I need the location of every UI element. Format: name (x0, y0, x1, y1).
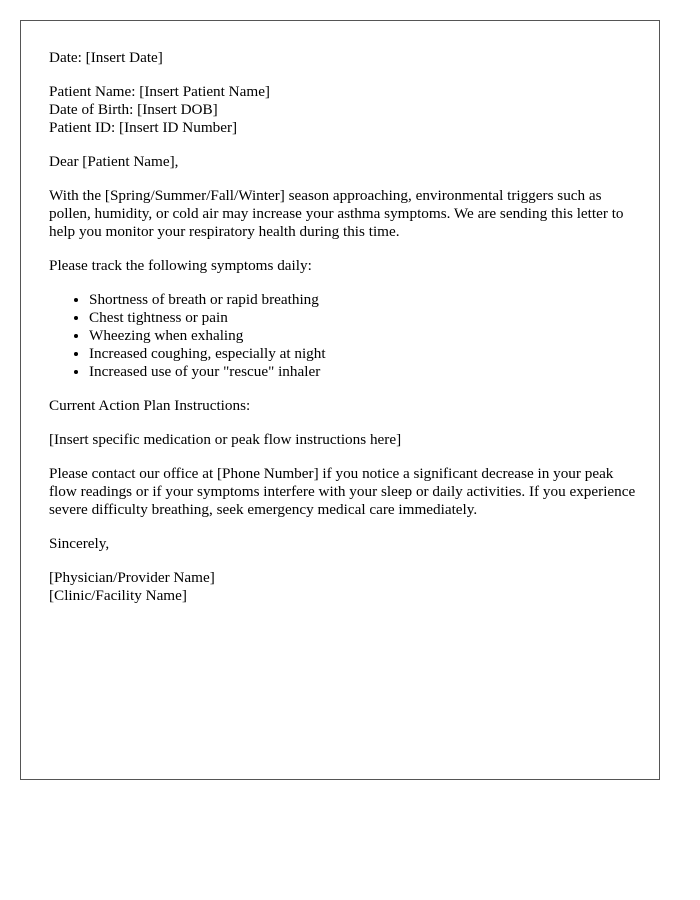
provider-name: [Physician/Provider Name] (49, 569, 215, 586)
list-item: • Shortness of breath or rapid breathing (89, 291, 639, 309)
action-plan-heading: Current Action Plan Instructions: (49, 397, 251, 414)
facility-name: [Clinic/Facility Name] (49, 587, 187, 604)
closing: Sincerely, (49, 535, 110, 552)
list-item: • Increased use of your "rescue" inhaler (89, 363, 639, 381)
symptoms-list (49, 291, 639, 381)
list-item: • Chest tightness or pain (89, 309, 639, 327)
patient-info-block (49, 83, 639, 137)
signature-block (49, 569, 639, 605)
intro-paragraph: With the [Spring/Summer/Fall/Winter] season approaching, environmental triggers such as pollen, humidity, or cold air may increase your asthma symptoms. We are sending this letter to help you monitor your respiratory health during this time. (49, 187, 624, 240)
patient-id-line: Patient ID: [Insert ID Number] (49, 119, 238, 136)
symptoms-intro: Please track the following symptoms daily: (49, 257, 312, 274)
action-plan-placeholder: [Insert specific medication or peak flow instructions here] (49, 431, 402, 448)
list-item: • Increased coughing, especially at night (89, 345, 639, 363)
patient-name-line: Patient Name: [Insert Patient Name] (49, 83, 270, 100)
greeting: Dear [Patient Name], (49, 153, 179, 170)
date-line: Date: [Insert Date] (49, 49, 163, 66)
letter-body (49, 49, 639, 621)
contact-paragraph: Please contact our office at [Phone Number] if you notice a significant decrease in your peak flow readings or if your symptoms interfere with your sleep or daily activities. If you experience severe difficulty breathing, seek emergency medical care immediately. (49, 465, 636, 518)
list-item: • Wheezing when exhaling (89, 327, 639, 345)
patient-dob-line: Date of Birth: [Insert DOB] (49, 101, 218, 118)
letter-page (20, 20, 660, 780)
